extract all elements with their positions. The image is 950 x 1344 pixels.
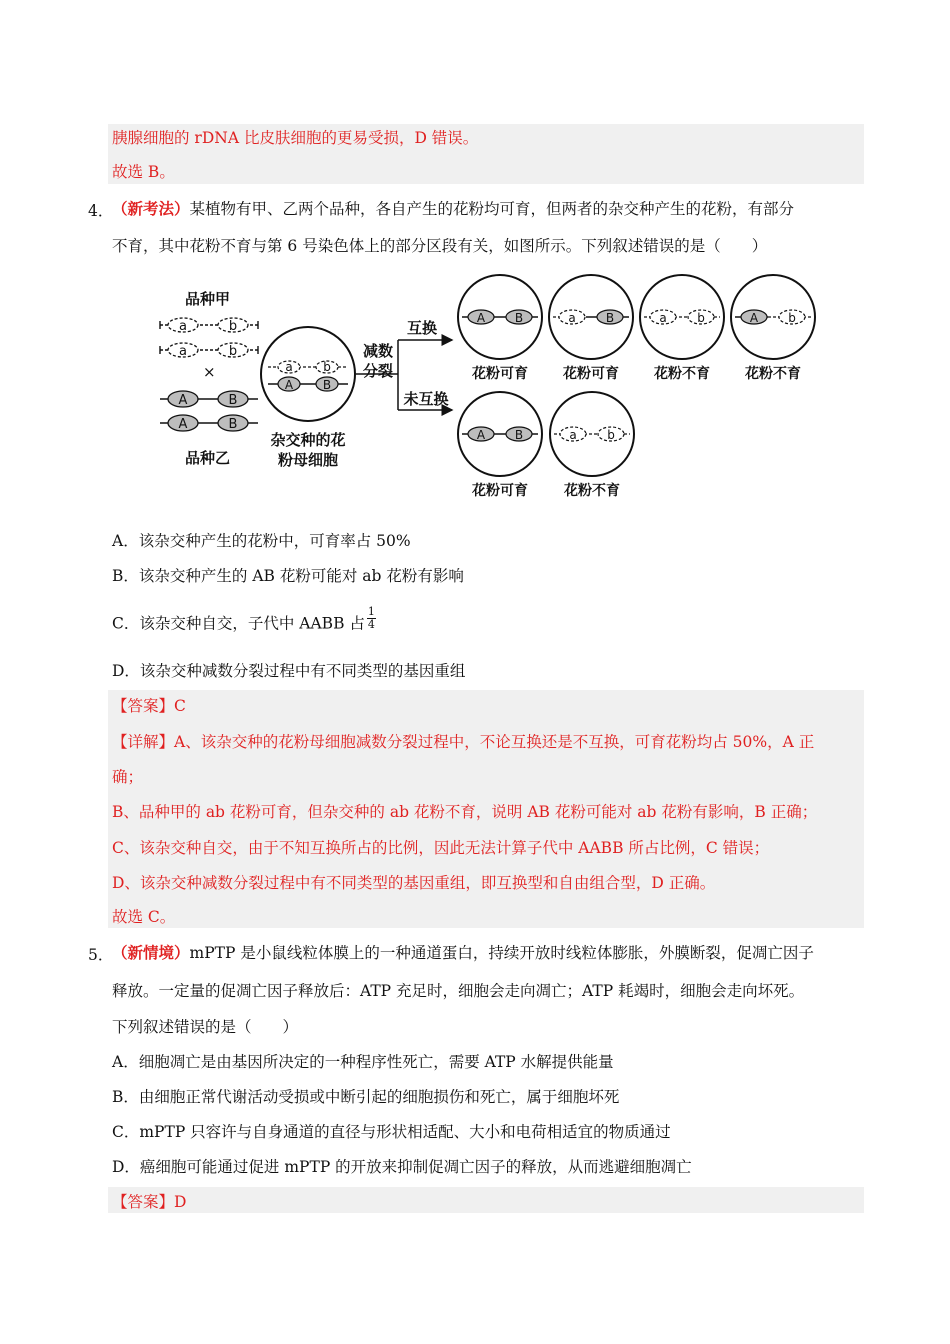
pollen-sterile-label: 花粉不育 <box>745 366 801 382</box>
question-4-stem-line2: 不育，其中花粉不育与第 6 号染色体上的部分区段有关，如图所示。下列叙述错误的是（ ） <box>112 237 768 255</box>
variety-a-label: 品种甲 <box>185 290 231 308</box>
gene-b: b <box>788 311 796 325</box>
gene-a: a <box>568 311 576 325</box>
question-4-option-c <box>112 605 376 637</box>
question-4-text: 某植物有甲、乙两个品种，各自产生的花粉均可育，但两者的杂交种产生的花粉，有部分 <box>189 200 795 218</box>
prev-conclusion: 故选 B。 <box>112 163 175 181</box>
prev-explanation-line: 胰腺细胞的 rDNA 比皮肤细胞的更易受损，D 错误。 <box>112 129 479 147</box>
chromosome-figure <box>150 264 830 508</box>
question-5-option-a: A．细胞凋亡是由基因所决定的一种程序性死亡，需要 ATP 水解提供能量 <box>112 1053 614 1071</box>
question-4-stem-line1 <box>112 199 794 219</box>
meiosis-label-line2: 分裂 <box>362 362 394 380</box>
pollen-crossover-aB <box>549 275 633 359</box>
meiosis-label-line1: 减数 <box>362 342 394 360</box>
gene-b: b <box>228 344 238 359</box>
pollen-fertile-label: 花粉可育 <box>563 366 619 382</box>
question-4-detail-line1 <box>112 732 814 752</box>
gene-a: a <box>659 311 667 325</box>
gene-B: B <box>514 428 524 442</box>
variety-b-chromosome-1 <box>160 391 258 408</box>
pollen-crossover-ab <box>640 275 724 359</box>
gene-a: a <box>569 428 577 442</box>
gene-B: B <box>514 311 524 325</box>
question-5-option-c: C．mPTP 只容许与自身通道的直径与形状相适配、大小和电荷相适宜的物质通过 <box>112 1123 671 1141</box>
question-4-option-c-text: C．该杂交种自交，子代中 AABB 占 <box>112 614 365 633</box>
question-5-stem-line1 <box>112 943 814 963</box>
pollen-fertile-label: 花粉可育 <box>472 483 528 499</box>
gene-A: A <box>284 378 294 392</box>
gene-A: A <box>749 311 759 325</box>
question-5-stem-line3: 下列叙述错误的是（ ） <box>112 1018 299 1036</box>
question-4-detail-line4: C、该杂交种自交，由于不知互换所占的比例，因此无法计算子代中 AABB 所占比例，C 错误； <box>112 839 770 857</box>
gene-b: b <box>607 428 615 442</box>
question-5-text: mPTP 是小鼠线粒体膜上的一种通道蛋白，持续开放时线粒体膨胀，外膜断裂，促凋亡因子 <box>189 944 814 962</box>
no-crossover-label: 未互换 <box>403 390 449 408</box>
question-4-detail-line2: 确； <box>112 768 144 786</box>
pollen-no-crossover-ab <box>550 392 634 476</box>
cross-symbol: × <box>203 363 216 381</box>
gene-b: b <box>697 311 705 325</box>
pollen-sterile-label: 花粉不育 <box>654 366 710 382</box>
variety-a-chromosome-2 <box>160 343 258 359</box>
fraction-numerator: 1 <box>367 605 375 618</box>
pollen-crossover-AB <box>458 275 542 359</box>
gene-b: b <box>323 360 331 374</box>
gene-A: A <box>476 428 486 442</box>
question-4-detail-line5: D、该杂交种减数分裂过程中有不同类型的基因重组，即互换型和自由组合型，D 正确。 <box>112 874 716 892</box>
hybrid-cell <box>261 327 355 421</box>
gene-A: A <box>178 417 188 432</box>
detail-tag: 【详解】 <box>112 733 175 751</box>
question-4-option-d: D．该杂交种减数分裂过程中有不同类型的基因重组 <box>112 662 466 680</box>
pollen-crossover-Ab <box>731 275 815 359</box>
question-4-answer: 【答案】C <box>112 697 186 715</box>
answer-shade-q5 <box>108 1187 864 1213</box>
question-4-detail-line3: B、品种甲的 ab 花粉可育，但杂交种的 ab 花粉不育，说明 AB 花粉可能对 ab 花粉有影响，B 正确； <box>112 803 818 821</box>
question-4-tag: （新考法） <box>112 199 190 218</box>
gene-b: b <box>228 319 238 334</box>
question-4-conclusion: 故选 C。 <box>112 908 176 926</box>
pollen-sterile-label: 花粉不育 <box>564 483 620 499</box>
hybrid-label-line1: 杂交种的花 <box>270 431 346 449</box>
question-5-option-d: D．癌细胞可能通过促进 mPTP 的开放来抑制促凋亡因子的释放，从而逃避细胞凋亡 <box>112 1158 692 1176</box>
question-number-5: 5． <box>88 946 114 964</box>
pollen-fertile-label: 花粉可育 <box>472 366 528 382</box>
pollen-no-crossover-AB <box>458 392 542 476</box>
gene-B: B <box>228 393 238 408</box>
question-5-answer: 【答案】D <box>112 1193 187 1211</box>
gene-A: A <box>178 393 188 408</box>
hybrid-label-line2: 粉母细胞 <box>277 451 339 469</box>
question-5-tag: （新情境） <box>112 943 190 962</box>
question-number-4: 4． <box>88 202 114 220</box>
fraction-one-quarter <box>367 606 376 631</box>
fraction-denominator: 4 <box>367 618 375 631</box>
question-4-option-a: A．该杂交种产生的花粉中，可育率占 50% <box>112 532 411 550</box>
crossover-label: 互换 <box>406 319 438 337</box>
variety-b-label: 品种乙 <box>185 449 231 467</box>
variety-a-chromosome-1 <box>160 318 258 334</box>
gene-a: a <box>285 360 293 374</box>
variety-b-chromosome-2 <box>160 415 258 432</box>
question-5-stem-line2: 释放。一定量的促凋亡因子释放后：ATP 充足时，细胞会走向凋亡；ATP 耗竭时，细胞会走向坏死。 <box>112 982 805 1000</box>
detail-text: A、该杂交种的花粉母细胞减数分裂过程中，不论互换还是不互换，可育花粉均占 50%，A 正 <box>174 733 815 751</box>
gene-B: B <box>228 417 238 432</box>
gene-B: B <box>605 311 615 325</box>
gene-A: A <box>476 311 486 325</box>
gene-B: B <box>322 378 332 392</box>
question-5-option-b: B．由细胞正常代谢活动受损或中断引起的细胞损伤和死亡，属于细胞坏死 <box>112 1088 620 1106</box>
gene-a: a <box>179 344 187 359</box>
gene-a: a <box>179 319 187 334</box>
question-4-option-b: B．该杂交种产生的 AB 花粉可能对 ab 花粉有影响 <box>112 567 464 585</box>
